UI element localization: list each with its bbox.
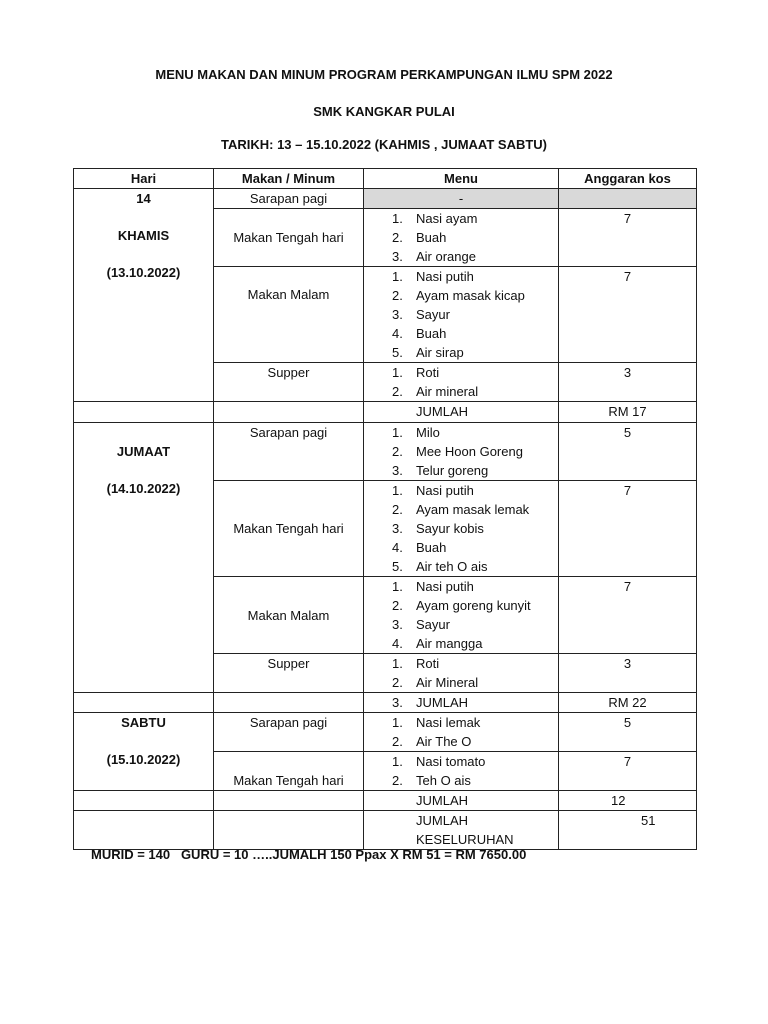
list-item: 2. Ayam masak lemak — [392, 502, 530, 517]
list-item: 3. Air orange — [392, 249, 476, 264]
meal-label: Makan Malam — [214, 267, 364, 363]
total-kos: RM 22 — [559, 693, 697, 713]
list-item: 5. Air sirap — [392, 345, 464, 360]
list-item: 2. Air Mineral — [392, 675, 479, 690]
total-kos: RM 17 — [559, 402, 697, 423]
meal-label: Supper — [214, 363, 364, 402]
list-item: 2. Air mineral — [392, 384, 479, 399]
list-item: 4. Buah — [392, 540, 447, 555]
day1-cell — [74, 189, 214, 402]
menu-cell: - — [364, 189, 559, 209]
list-item: 1. Roti — [392, 656, 440, 671]
menu-cell — [364, 209, 559, 267]
list-item: 2. Buah — [392, 230, 447, 245]
table-row — [74, 423, 697, 481]
grand-total-label: JUMLAH KESELURUHAN — [364, 811, 559, 850]
list-item: 3. Sayur kobis — [392, 521, 484, 536]
school-name: SMK KANGKAR PULAI — [313, 104, 455, 119]
list-item: 1. Nasi tomato — [392, 754, 486, 769]
kos-cell: 7 — [559, 209, 697, 267]
list-item: 2. Teh O ais — [392, 773, 471, 788]
table-row — [74, 713, 697, 752]
kos-cell: 5 — [559, 423, 697, 481]
menu-table — [73, 168, 697, 850]
list-item: 1. Roti — [392, 365, 440, 380]
list-item: 3. Telur goreng — [392, 463, 489, 478]
table-header-row — [74, 169, 697, 189]
list-item: 2. Mee Hoon Goreng — [392, 444, 523, 459]
meal-label: Supper — [214, 654, 364, 693]
kos-cell — [559, 189, 697, 209]
meal-label: Sarapan pagi — [214, 423, 364, 481]
kos-cell: 7 — [559, 577, 697, 654]
list-item: 2. Ayam goreng kunyit — [392, 598, 531, 613]
day1-name: KHAMIS — [117, 228, 170, 243]
header-makan: Makan / Minum — [214, 169, 364, 189]
footer-summary: MURID = 140 GURU = 10 …..JUMALH 150 Ppax X RM 51 = RM 7650.00 — [91, 847, 527, 862]
menu-cell — [364, 423, 559, 481]
kos-cell: 7 — [559, 481, 697, 577]
table-row — [74, 791, 697, 811]
header-hari: Hari — [74, 169, 214, 189]
total-label: JUMLAH — [364, 402, 559, 423]
day2-name: JUMAAT — [116, 444, 171, 459]
list-item: 4. Buah — [392, 326, 447, 341]
header-kos: Anggaran kos — [559, 169, 697, 189]
meal-label: Makan Malam — [214, 577, 364, 654]
list-item: 2. Ayam masak kicap — [392, 288, 525, 303]
day1-date: (13.10.2022) — [106, 265, 181, 280]
table-row — [74, 402, 697, 423]
list-item: 5. Air teh O ais — [392, 559, 488, 574]
total-kos: 12 — [559, 791, 697, 811]
day1-num: 14 — [136, 191, 151, 206]
kos-cell: 3 — [559, 654, 697, 693]
list-item: 3. Sayur — [392, 307, 450, 322]
day3-date: (15.10.2022) — [106, 752, 181, 767]
meal-label: Sarapan pagi — [214, 713, 364, 752]
table-row — [74, 189, 697, 209]
menu-cell — [364, 713, 559, 752]
menu-cell — [364, 654, 559, 693]
list-item: 2. Air The O — [392, 734, 472, 749]
list-item: 1. Nasi lemak — [392, 715, 481, 730]
list-item: 1. Nasi ayam — [392, 211, 478, 226]
menu-cell — [364, 577, 559, 654]
menu-cell — [364, 481, 559, 577]
list-item: 1. Nasi putih — [392, 579, 474, 594]
list-item: 1. Milo — [392, 425, 440, 440]
day2-cell — [74, 423, 214, 693]
document-title: MENU MAKAN DAN MINUM PROGRAM PERKAMPUNGAN ILMU SPM 2022 — [155, 67, 613, 82]
list-item: 1. Nasi putih — [392, 269, 474, 284]
day3-name: SABTU — [121, 715, 166, 730]
total-label: JUMLAH — [364, 791, 559, 811]
table-row — [74, 693, 697, 713]
kos-cell: 7 — [559, 267, 697, 363]
menu-cell — [364, 752, 559, 791]
menu-cell — [364, 363, 559, 402]
meal-label: Makan Tengah hari — [214, 481, 364, 577]
kos-cell: 5 — [559, 713, 697, 752]
meal-label: Makan Tengah hari — [214, 752, 364, 791]
header-menu: Menu — [364, 169, 559, 189]
kos-cell: 7 — [559, 752, 697, 791]
date-line: TARIKH: 13 – 15.10.2022 (KAHMIS , JUMAAT SABTU) — [220, 137, 548, 152]
total-label: 3. JUMLAH — [364, 693, 559, 713]
kos-cell: 3 — [559, 363, 697, 402]
meal-label: Sarapan pagi — [214, 189, 364, 209]
list-item: 4. Air mangga — [392, 636, 483, 651]
menu-cell — [364, 267, 559, 363]
day3-cell — [74, 713, 214, 791]
list-item: 1. Nasi putih — [392, 483, 474, 498]
grand-total-kos: 51 — [559, 811, 697, 850]
list-item: 3. Sayur — [392, 617, 450, 632]
meal-label: Makan Tengah hari — [214, 209, 364, 267]
day2-date: (14.10.2022) — [106, 481, 181, 496]
table-row — [74, 811, 697, 850]
